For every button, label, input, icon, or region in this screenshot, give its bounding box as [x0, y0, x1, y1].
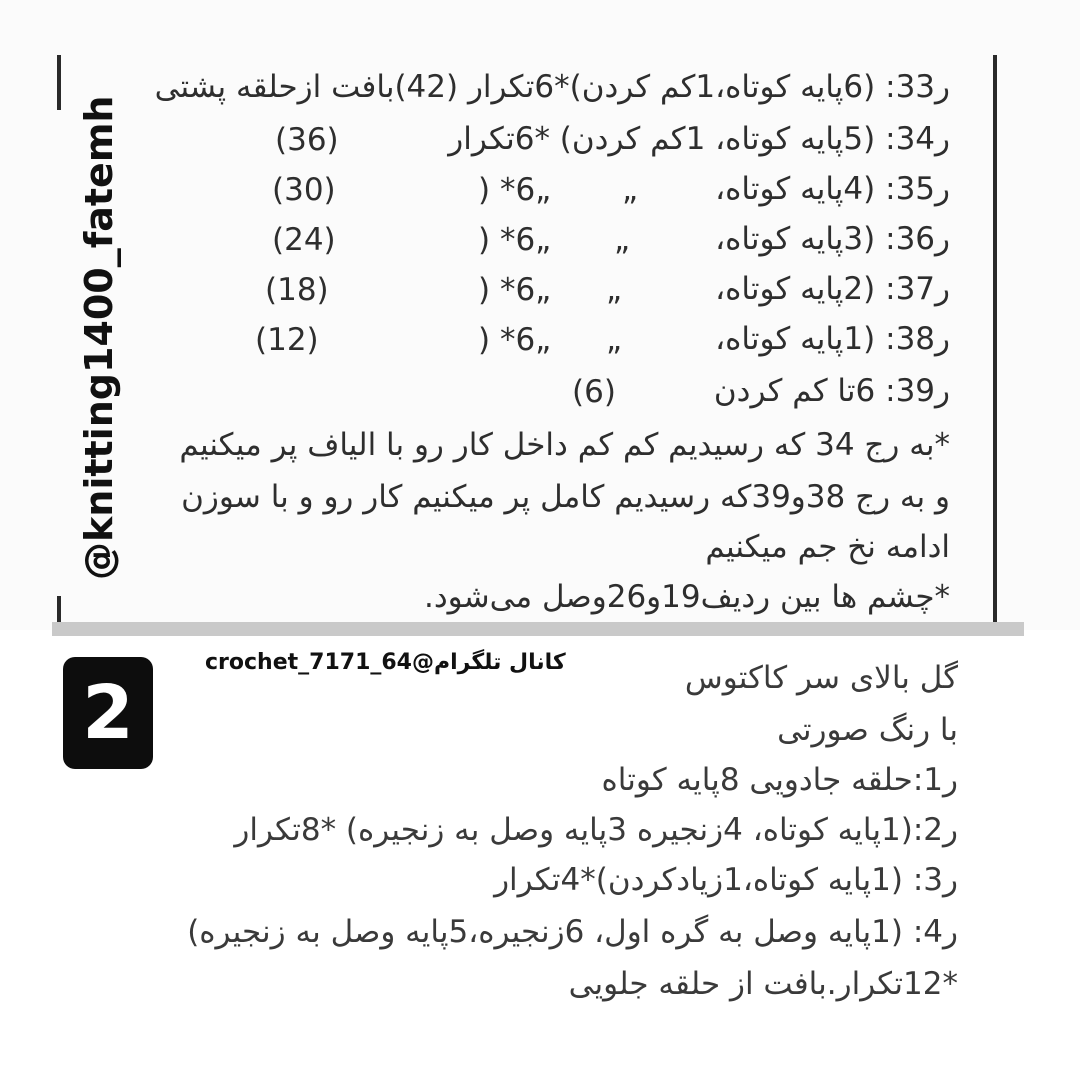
row-35-ditto: „ [622, 172, 639, 208]
flower-row-3: ر3: (1پایه کوتاه،1زیادکردن)*4تکرار [494, 862, 958, 898]
row-39: ر39: 6تا کم کردن [713, 373, 950, 409]
row-36-ditto: „ [614, 222, 631, 258]
row-37: ر37: (2پایه کوتاه، [715, 271, 950, 307]
row-35-count: (30) [272, 172, 336, 208]
row-36: ر36: (3پایه کوتاه، [715, 221, 950, 257]
flower-row-1: ر1:حلقه جادویی 8پایه کوتاه [601, 762, 958, 798]
flower-row-4-cont: *12تکرار.بافت از حلقه جلویی [568, 966, 958, 1002]
row-34-count: (36) [275, 122, 339, 158]
page-border-left [57, 55, 61, 110]
row-38: ر38: (1پایه کوتاه، [715, 321, 950, 357]
row-37-count: (18) [265, 272, 329, 308]
row-38-count: (12) [255, 322, 319, 358]
flower-row-2: ر2:(1پایه کوتاه، 4زنجیره 3پایه وصل به زنجیره) *8تکرار [234, 812, 958, 848]
note-stuffing-3: ادامه نخ جم میکنیم [705, 529, 950, 565]
row-38-repeat: ) *6„ [478, 322, 552, 358]
row-35-repeat: ) *6„ [478, 172, 552, 208]
row-33: ر33: (6پایه کوتاه،1کم کردن)*6تکرار (42)بافت ازحلقه پشتی [154, 69, 950, 105]
note-eyes: *چشم ها بین ردیف19و26وصل می‌شود. [424, 579, 950, 615]
row-36-repeat: ) *6„ [478, 222, 552, 258]
page-border-right [993, 55, 997, 625]
row-37-ditto: „ [606, 272, 623, 308]
note-stuffing-1: *به رج 34 که رسیدیم کم کم داخل کار رو با الیاف پر میکنیم [179, 427, 950, 463]
step-number-badge: 2 [63, 657, 153, 769]
row-39-count: (6) [572, 374, 616, 410]
row-35: ر35: (4پایه کوتاه، [715, 171, 950, 207]
row-34: ر34: (5پایه کوتاه، 1کم کردن) *6تکرار [448, 121, 950, 157]
section-title: گل بالای سر کاکتوس [684, 660, 958, 696]
section-subtitle: با رنگ صورتی [777, 712, 958, 748]
note-stuffing-2: و به رج 38و39که رسیدیم کامل پر میکنیم کار رو و با سوزن [181, 479, 950, 515]
section-divider [52, 622, 1024, 636]
row-36-count: (24) [272, 222, 336, 258]
telegram-channel-label: کانال تلگرام@crochet_7171_64 [205, 650, 566, 675]
row-38-ditto: „ [606, 322, 623, 358]
flower-row-4: ر4: (1پایه وصل به گره اول، 6زنجیره،5پایه وصل به زنجیره) [187, 914, 958, 950]
row-37-repeat: ) *6„ [478, 272, 552, 308]
watermark-handle: @knitting1400_fatemh [77, 95, 121, 580]
